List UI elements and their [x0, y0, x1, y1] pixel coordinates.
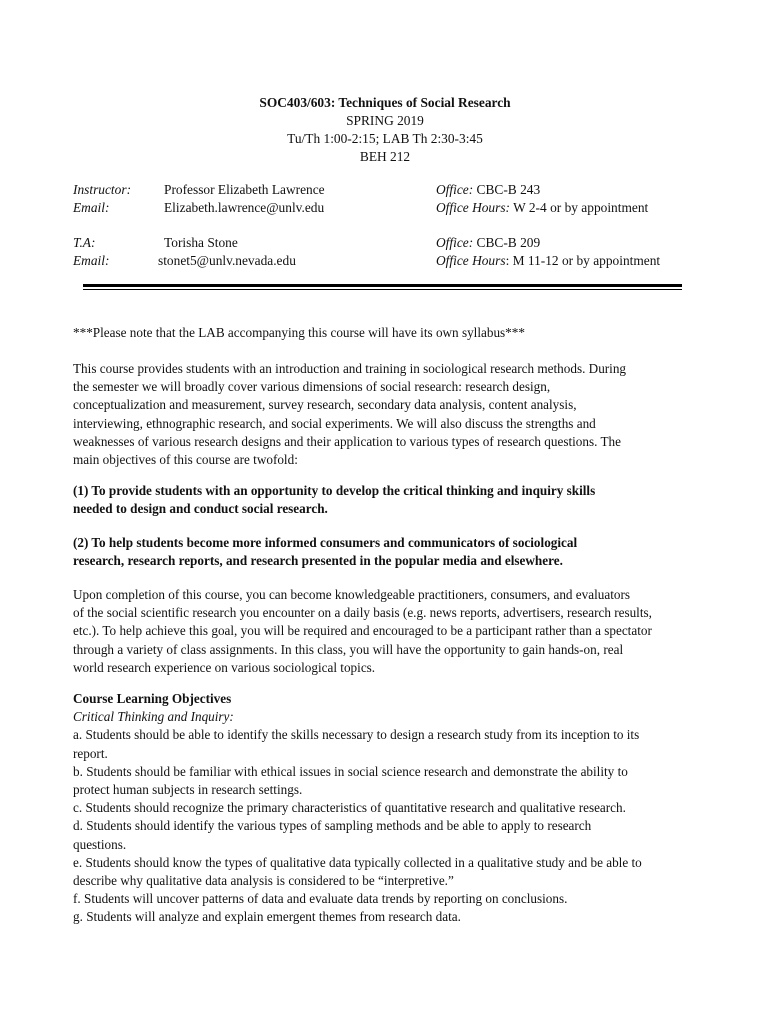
objective-one-line: (1) To provide students with an opportunity to develop the critical thinking and inquiry skills — [73, 483, 596, 498]
objective-one-line: needed to design and conduct social research. — [73, 501, 328, 517]
ta-hours — [436, 252, 660, 270]
objective-item: report. — [73, 745, 108, 761]
instructor-hours — [436, 199, 648, 217]
intro-line: interviewing, ethnographic research, and social experiments. We will also discuss the strengths and — [73, 415, 596, 431]
objective-item: b. Students should be familiar with ethical issues in social science research and demonstrate the ability to — [73, 763, 628, 779]
learning-objectives-subtitle: Critical Thinking and Inquiry: — [73, 709, 234, 725]
objective-two-line: research, research reports, and research presented in the popular media and elsewhere. — [73, 553, 563, 569]
ta-label: T.A: — [73, 235, 96, 250]
instructor-email: Elizabeth.lawrence@unlv.edu — [164, 200, 325, 215]
objective-two-line: (2) To help students become more informed consumers and communicators of sociological — [73, 535, 578, 550]
intro-line: main objectives of this course are twofold: — [73, 452, 298, 468]
completion-paragraph — [73, 586, 703, 677]
objective-item: questions. — [73, 836, 127, 852]
objective-item: e. Students should know the types of qualitative data typically collected in a qualitative study and be able to — [73, 854, 642, 870]
completion-line: etc.). To help achieve this goal, you will be required and encouraged to be a participant rather than a spectator — [73, 623, 652, 639]
ta-name: Torisha Stone — [164, 235, 238, 250]
objective-item: g. Students will analyze and explain emergent themes from research data. — [73, 909, 461, 925]
instructor-label: Instructor: — [73, 182, 132, 197]
completion-line: Upon completion of this course, you can become knowledgeable practitioners, consumers, and evaluators — [73, 587, 631, 602]
course-title: SOC403/603: Techniques of Social Research — [259, 95, 511, 110]
objective-two — [73, 534, 703, 570]
completion-line: world research experience on various sociological topics. — [73, 659, 376, 675]
objective-item: protect human subjects in research settings. — [73, 782, 303, 798]
objective-item: d. Students should identify the various types of sampling methods and be able to apply to research — [73, 818, 592, 834]
intro-line: This course provides students with an introduction and training in sociological research methods. During — [73, 361, 627, 376]
instructor-email-label: Email: — [73, 200, 110, 215]
ta-email-label: Email: — [73, 253, 110, 268]
course-header — [0, 94, 770, 166]
intro-line: the semester we will broadly cover various dimensions of social research: research design, — [73, 379, 551, 395]
ta-office — [436, 234, 540, 252]
ta-office-label: Office: — [436, 235, 474, 250]
ta-hours-value: : M 11-12 or by appointment — [505, 253, 661, 268]
completion-line: through a variety of class assignments. In this class, you will have the opportunity to gain hands-on, real — [73, 641, 624, 657]
learning-objectives — [73, 690, 703, 927]
completion-line: of the social scientific research you encounter on a daily basis (e.g. news reports, advertisers, research results, — [73, 605, 652, 621]
course-term: SPRING 2019 — [346, 113, 424, 128]
objective-item: describe why qualitative data analysis is considered to be “interpretive.” — [73, 873, 454, 889]
intro-line: conceptualization and measurement, survey research, secondary data analysis, content analysis, — [73, 397, 577, 413]
ta-office-value: CBC-B 209 — [473, 235, 541, 250]
learning-objectives-title: Course Learning Objectives — [73, 691, 232, 706]
intro-line: weaknesses of various research designs and their application to various types of research questions. The — [73, 433, 621, 449]
ta-email: stonet5@unlv.nevada.edu — [158, 253, 296, 268]
instructor-name: Professor Elizabeth Lawrence — [164, 182, 325, 197]
objective-item: a. Students should be able to identify the skills necessary to design a research study from its inception to its — [73, 727, 640, 743]
lab-note: ***Please note that the LAB accompanying this course will have its own syllabus*** — [73, 325, 525, 340]
objective-item: c. Students should recognize the primary characteristics of quantitative research and qualitative research. — [73, 800, 626, 816]
header-divider-thick — [83, 284, 682, 287]
instructor-hours-label: Office Hours: — [436, 200, 511, 215]
instructor-office — [436, 181, 540, 199]
course-room: BEH 212 — [359, 149, 411, 164]
course-schedule: Tu/Th 1:00-2:15; LAB Th 2:30-3:45 — [287, 131, 483, 146]
ta-hours-label: Office Hours — [436, 253, 506, 268]
objective-one — [73, 482, 703, 518]
header-divider-thin — [83, 289, 682, 290]
intro-paragraph — [73, 360, 703, 469]
objective-item: f. Students will uncover patterns of data and evaluate data trends by reporting on conclusions. — [73, 891, 568, 907]
instructor-office-value: CBC-B 243 — [473, 182, 541, 197]
instructor-office-label: Office: — [436, 182, 474, 197]
instructor-hours-value: W 2-4 or by appointment — [510, 200, 649, 215]
